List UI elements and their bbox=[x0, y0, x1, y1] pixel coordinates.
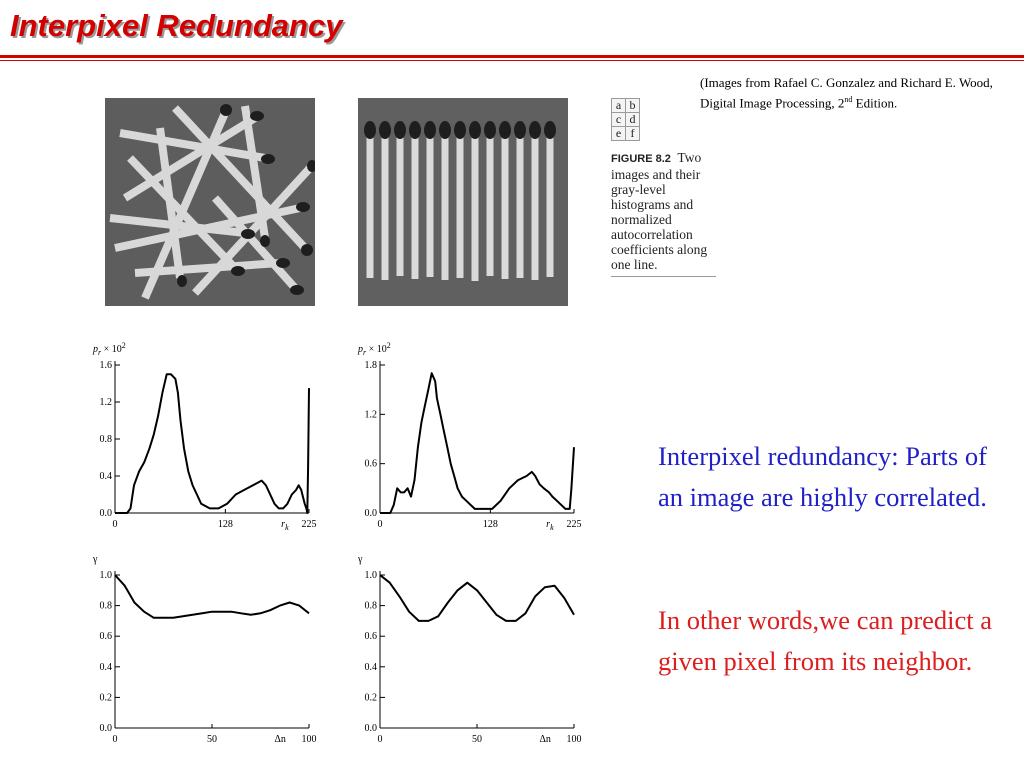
x-axis-label: Δn bbox=[274, 734, 286, 745]
y-tick-label: 0.0 bbox=[99, 508, 112, 519]
photo-aligned-matches bbox=[358, 98, 568, 306]
image-credit bbox=[700, 74, 1000, 111]
data-line bbox=[380, 575, 574, 621]
slide-title: Interpixel Redundancy bbox=[10, 8, 343, 43]
panel-letter: e bbox=[612, 127, 626, 141]
data-line bbox=[115, 575, 309, 618]
y-tick-label: 0.8 bbox=[99, 434, 112, 445]
y-tick-label: 0.4 bbox=[364, 661, 377, 673]
title-rule-bottom bbox=[0, 60, 1024, 61]
y-axis-label: γ bbox=[93, 554, 98, 565]
y-tick-label: 0.0 bbox=[364, 723, 377, 734]
y-tick-label: 1.0 bbox=[99, 570, 112, 581]
y-tick-label: 1.2 bbox=[99, 397, 112, 408]
figure-caption bbox=[611, 150, 721, 272]
figure-caption-text: Two images and their gray-level histograms and normalized autocorrelation coefficients along one line. bbox=[611, 150, 708, 272]
y-tick-label: 1.0 bbox=[364, 570, 377, 581]
x-tick-label: 50 bbox=[472, 734, 482, 745]
y-tick-label: 0.4 bbox=[99, 661, 112, 673]
y-axis-label: $p_r \times 10^2$ bbox=[358, 341, 391, 357]
x-tick-label: 100 bbox=[301, 734, 317, 745]
panel-letter: c bbox=[612, 113, 626, 127]
panel-letter: a bbox=[612, 99, 626, 113]
interpixel-definition: Interpixel redundancy: Parts of an image are highly correlated. bbox=[658, 441, 987, 512]
caption-rule bbox=[611, 276, 716, 277]
y-tick-label: 0.0 bbox=[99, 723, 112, 734]
x-tick-label: 0 bbox=[112, 519, 118, 530]
y-axis-label: γ bbox=[358, 554, 363, 565]
autocorrelation-chart-f bbox=[350, 545, 590, 750]
credit-text: (Images from Rafael C. Gonzalez and Richard E. Wood, Digital Image Processing, 2 bbox=[700, 75, 993, 111]
title-rule-top bbox=[0, 55, 1024, 58]
y-tick-label: 1.8 bbox=[364, 360, 377, 371]
data-line bbox=[380, 373, 574, 513]
figure-panel-grid bbox=[611, 98, 640, 141]
x-tick-label: 100 bbox=[566, 734, 582, 745]
figure-label: FIGURE 8.2 bbox=[611, 153, 671, 165]
x-tick-label: 0 bbox=[377, 519, 383, 530]
histogram-chart-d bbox=[350, 335, 590, 535]
x-tick-label: 225 bbox=[301, 519, 317, 530]
panel-letter: d bbox=[626, 113, 640, 127]
x-tick-label: 128 bbox=[217, 519, 233, 530]
y-tick-label: 0.6 bbox=[99, 631, 112, 643]
y-tick-label: 0.8 bbox=[364, 600, 377, 612]
x-axis-label: $r_k$ bbox=[281, 519, 289, 532]
autocorrelation-chart-e bbox=[85, 545, 325, 750]
data-line bbox=[115, 374, 309, 513]
y-tick-label: 0.4 bbox=[99, 471, 112, 482]
x-tick-label: 0 bbox=[112, 734, 118, 745]
y-tick-label: 0.0 bbox=[364, 508, 377, 519]
x-tick-label: 225 bbox=[566, 519, 582, 530]
x-axis-label: Δn bbox=[539, 734, 551, 745]
panel-letter: b bbox=[626, 99, 640, 113]
x-tick-label: 128 bbox=[482, 519, 498, 530]
y-tick-label: 0.2 bbox=[99, 692, 112, 704]
y-tick-label: 0.6 bbox=[364, 458, 377, 470]
y-axis-label: $p_r \times 10^2$ bbox=[93, 341, 126, 357]
interpixel-explanation: In other words,we can predict a given pixel from its neighbor. bbox=[658, 605, 993, 676]
photo-scattered-matches bbox=[105, 98, 315, 306]
credit-edition: Edition. bbox=[852, 95, 898, 111]
credit-superscript: nd bbox=[844, 95, 853, 104]
y-tick-label: 0.6 bbox=[364, 631, 377, 643]
x-tick-label: 0 bbox=[377, 734, 383, 745]
y-tick-label: 0.2 bbox=[364, 692, 377, 704]
x-tick-label: 50 bbox=[207, 734, 217, 745]
y-tick-label: 1.6 bbox=[99, 360, 112, 371]
histogram-chart-c bbox=[85, 335, 325, 535]
y-tick-label: 1.2 bbox=[364, 409, 377, 421]
y-tick-label: 0.8 bbox=[99, 600, 112, 612]
x-axis-label: $r_k$ bbox=[546, 519, 554, 532]
panel-letter: f bbox=[626, 127, 640, 141]
